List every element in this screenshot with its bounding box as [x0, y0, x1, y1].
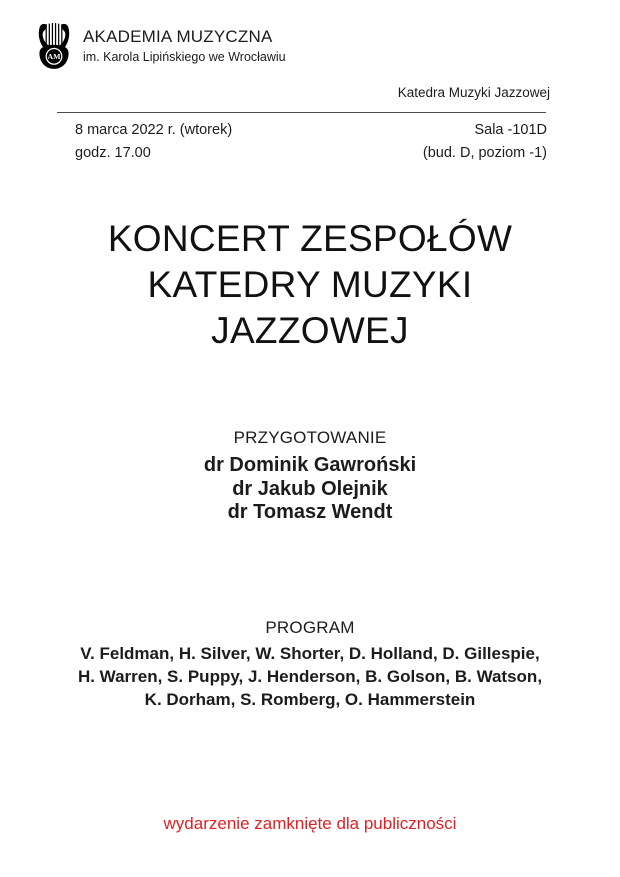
org-subtitle: im. Karola Lipińskiego we Wrocławiu [83, 50, 286, 64]
event-location [423, 119, 547, 164]
program-composers: V. Feldman, H. Silver, W. Shorter, D. Holland, D. Gillespie, H. Warren, S. Puppy, J. Henderson, B. Golson, B. Watson, K. Dorham, S. Romberg, O. Hammerstein [77, 644, 543, 709]
event-room: Sala -101D [474, 122, 547, 138]
preparation-name: dr Jakub Olejnik [232, 477, 388, 500]
department-name: Katedra Muzyki Jazzowej [397, 85, 550, 100]
event-time: godz. 17.00 [75, 144, 151, 161]
lyre-logo-icon [33, 21, 75, 73]
preparation-section [0, 428, 620, 525]
program-label: PROGRAM [265, 618, 355, 637]
academy-brand [33, 21, 286, 73]
org-name: AKADEMIA MUZYCZNA [83, 27, 273, 46]
event-info [75, 119, 547, 164]
event-datetime [75, 119, 232, 164]
preparation-name: dr Dominik Gawroński [203, 454, 417, 476]
preparation-name: dr Tomasz Wendt [227, 501, 393, 523]
closed-event-notice: wydarzenie zamknięte dla publiczności [163, 814, 457, 833]
concert-title: KONCERT ZESPOŁÓW KATEDRY MUZYKI JAZZOWEJ [107, 218, 513, 351]
preparation-label: PRZYGOTOWANIE [233, 428, 387, 447]
svg-text:AM: AM [47, 52, 61, 62]
program-section [0, 618, 620, 711]
preparation-names [0, 454, 620, 525]
header-divider [57, 112, 546, 113]
academy-name-block [83, 21, 286, 64]
event-date: 8 marca 2022 r. (wtorek) [75, 122, 233, 138]
event-room-detail: (bud. D, poziom -1) [422, 144, 547, 161]
